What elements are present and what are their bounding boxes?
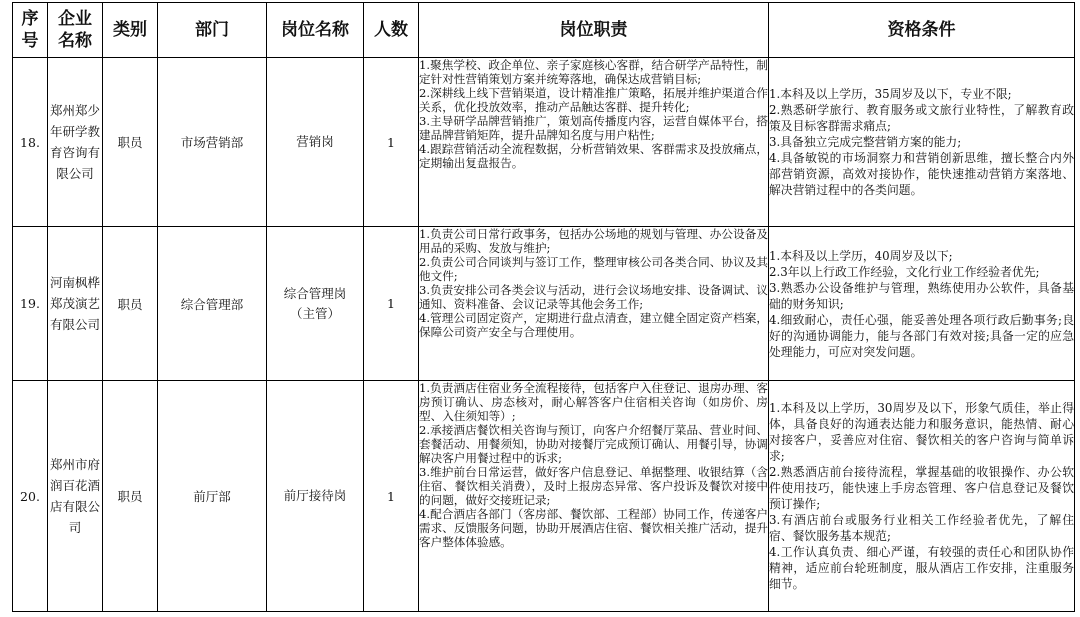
row-department: 市场营销部 — [158, 58, 267, 227]
header-category — [103, 3, 158, 58]
row-company: 郑州市府润百花酒店有限公司 — [48, 381, 103, 612]
duty-item: 3.主导研学品牌营销推广，策划高传播度内容，运营自媒体平台，搭建品牌营销矩阵，提升品牌知名度与用户粘性; — [419, 114, 768, 142]
qualification-item: 2.3年以上行政工作经验，文化行业工作经验者优先; — [769, 264, 1040, 279]
duty-item: 4.配合酒店各部门（客房部、餐饮部、工程部）协同工作，传递客户需求、反馈服务问题，协助开展酒店住宿、餐饮相关推广活动，提升客户整体体验感。 — [419, 507, 768, 549]
row-company: 河南枫桦郑茂演艺有限公司 — [48, 227, 103, 381]
table-row — [13, 381, 1075, 612]
row-duties — [419, 227, 769, 381]
header-row — [13, 3, 1075, 58]
qualification-item: 4.具备敏锐的市场洞察力和营销创新思维，擅长整合内外部营销资源，高效对接协作，能快速推动营销方案落地、解决营销过程中的各类问题。 — [769, 151, 1074, 197]
row-count: 1 — [364, 227, 419, 381]
qualification-item: 2.熟悉酒店前台接待流程，掌握基础的收银操作、办公软件使用技巧，能快速上手房态管理、客户信息登记及餐饮预订操作; — [769, 465, 1074, 511]
duty-item: 2.承接酒店餐饮相关咨询与预订，向客户介绍餐厅菜品、营业时间、套餐活动、用餐须知，协助对接餐厅完成预订确认、用餐引导，协调解决客户用餐过程中的诉求; — [419, 423, 768, 465]
row-duties — [419, 58, 769, 227]
row-seq: 20. — [13, 381, 48, 612]
header-duties-text: 岗位职责 — [559, 20, 628, 40]
header-category-text: 类别 — [113, 20, 147, 40]
qualification-item: 1.本科及以上学历，30周岁及以下，形象气质佳，举止得体，具备良好的沟通表达能力和服务意识，能热情、耐心对接客户，妥善应对住宿、餐饮相关的客户咨询与简单诉求; — [769, 401, 1074, 463]
header-position — [267, 3, 364, 58]
row-duties — [419, 381, 769, 612]
qualification-item: 2.熟悉研学旅行、教育服务或文旅行业特性，了解教育政策及目标客群需求痛点; — [769, 103, 1074, 133]
position-line: （主管） — [289, 305, 340, 321]
header-qualifications-text: 资格条件 — [887, 20, 956, 40]
duty-item: 3.负责安排公司各类会议与活动，进行会议场地安排、设备调试、议通知、资料准备、会议记录等其他会务工作; — [419, 283, 768, 311]
row-qualifications — [769, 58, 1075, 227]
row-qualifications — [769, 381, 1075, 612]
row-position: 营销岗 — [267, 58, 364, 227]
row-category: 职员 — [103, 58, 158, 227]
duty-item: 3.维护前台日常运营，做好客户信息登记、单据整理、收银结算（含住宿、餐饮相关消费），及时上报房态异常、客户投诉及餐饮对接中的问题，做好交接班记录; — [419, 465, 768, 507]
row-seq: 18. — [13, 58, 48, 227]
row-count: 1 — [364, 381, 419, 612]
row-company: 郑州郑少年研学教育咨询有限公司 — [48, 58, 103, 227]
qualification-item: 1.本科及以上学历，40周岁及以下; — [769, 248, 953, 263]
header-qualifications — [769, 3, 1075, 58]
duty-item: 1.聚焦学校、政企单位、亲子家庭核心客群，结合研学产品特性，制定针对性营销策划方案并统筹落地，确保达成营销目标; — [419, 58, 768, 86]
duty-item: 2.深耕线上线下营销渠道，设计精准推广策略，拓展并维护渠道合作关系，优化投放效率，推动产品触达客群、提升转化; — [419, 86, 768, 114]
header-department-text: 部门 — [195, 20, 229, 40]
row-count: 1 — [364, 58, 419, 227]
qualification-item: 4.工作认真负责、细心严谨，有较强的责任心和团队协作精神，适应前台轮班制度，服从酒店工作安排，注重服务细节。 — [769, 545, 1074, 591]
header-duties — [419, 3, 769, 58]
qualification-item: 3.熟悉办公设备维护与管理，熟练使用办公软件，具备基础的财务知识; — [769, 280, 1074, 311]
row-category: 职员 — [103, 227, 158, 381]
qualification-item: 1.本科及以上学历，35周岁及以下，专业不限; — [769, 87, 1012, 101]
header-department — [158, 3, 267, 58]
qualification-item: 4.细致耐心，责任心强，能妥善处理各项行政后勤事务;良好的沟通协调能力，能与各部门有效对接;具备一定的应急处理能力，可应对突发问题。 — [769, 312, 1074, 359]
duty-item: 2.负责公司合同谈判与签订工作，整理审核公司各类合同、协议及其他文件; — [419, 255, 768, 283]
qualification-item: 3.有酒店前台或服务行业相关工作经验者优先，了解住宿、餐饮服务基本规范; — [769, 513, 1074, 543]
position-line: 综合管理岗 — [283, 285, 347, 301]
qualification-item: 3.具备独立完成完整营销方案的能力; — [769, 135, 962, 149]
row-position: 前厅接待岗 — [267, 381, 364, 612]
header-seq — [13, 3, 48, 58]
row-seq: 19. — [13, 227, 48, 381]
table-row — [13, 227, 1075, 381]
row-department: 综合管理部 — [158, 227, 267, 381]
duty-item: 4.管理公司固定资产，定期进行盘点清查，建立健全固定资产档案，保障公司资产安全与合理使用。 — [419, 311, 768, 339]
job-table-container — [12, 2, 1075, 612]
duty-item: 1.负责酒店住宿业务全流程接待，包括客户入住登记、退房办理、客房预订确认、房态核对，耐心解答客户住宿相关咨询（如房价、房型、入住须知等）; — [419, 381, 768, 423]
header-position-text: 岗位名称 — [281, 20, 349, 40]
header-company-text: 企业名称 — [58, 9, 92, 51]
table-row — [13, 58, 1075, 227]
header-count-text: 人数 — [374, 20, 408, 40]
header-company — [48, 3, 103, 58]
job-table — [12, 2, 1075, 612]
duty-item: 1.负责公司日常行政事务，包括办公场地的规划与管理、办公设备及用品的采购、发放与维护; — [419, 227, 768, 255]
row-qualifications — [769, 227, 1075, 381]
row-category: 职员 — [103, 381, 158, 612]
row-position — [267, 227, 364, 381]
header-count — [364, 3, 419, 58]
row-department: 前厅部 — [158, 381, 267, 612]
header-seq-text: 序号 — [21, 9, 39, 51]
duty-item: 4.跟踪营销活动全流程数据，分析营销效果、客群需求及投放痛点，定期输出复盘报告。 — [419, 142, 768, 170]
